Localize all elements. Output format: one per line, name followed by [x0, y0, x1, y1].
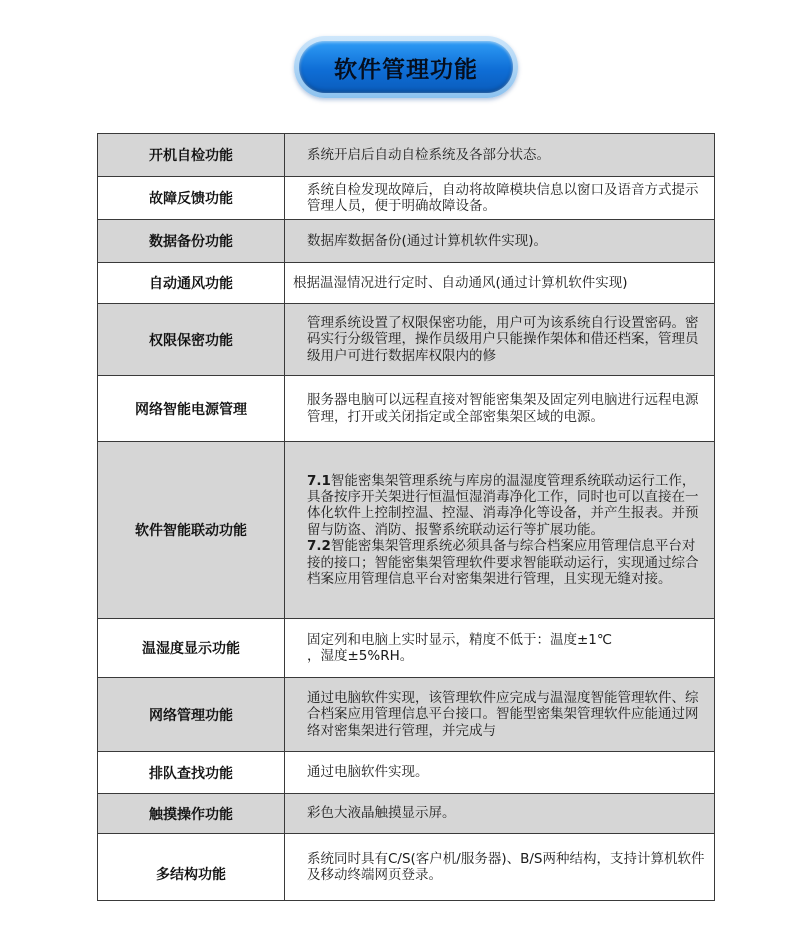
feature-name: 网络管理功能: [98, 678, 285, 752]
table-row: [98, 678, 715, 752]
feature-desc-cell: [285, 304, 715, 376]
feature-desc-cell: [285, 678, 715, 752]
feature-desc: 彩色大液晶触摸显示屏。: [285, 794, 715, 834]
feature-name: 网络智能电源管理: [98, 376, 285, 442]
feature-name: 故障反馈功能: [98, 177, 285, 220]
table-row: [98, 304, 715, 376]
feature-desc: 系统自检发现故障后，自动将故障模块信息以窗口及语音方式提示管理人员，便于明确故障设备。: [285, 177, 715, 220]
feature-name: 权限保密功能: [98, 304, 285, 376]
feature-name: 开机自检功能: [98, 134, 285, 177]
feature-name: 多结构功能: [98, 834, 285, 901]
clause-number: 7.1: [307, 472, 331, 489]
feature-desc: 服务器电脑可以远程直接对智能密集架及固定列电脑进行远程电源管理，打开或关闭指定或全部密集架区域的电源。: [285, 376, 715, 442]
feature-desc-line: 固定列和电脑上实时显示，精度不低于：温度±1℃: [307, 631, 613, 648]
table-row: [98, 794, 715, 834]
paragraph-7-2: [307, 538, 706, 587]
table-row: [98, 752, 715, 794]
clause-number: 7.2: [307, 538, 331, 555]
title-pill: [299, 41, 513, 93]
feature-desc: 通过电脑软件实现。: [285, 752, 715, 794]
feature-name: 自动通风功能: [98, 263, 285, 304]
feature-desc: 系统开启后自动自检系统及各部分状态。: [285, 134, 715, 177]
table-row: [98, 376, 715, 442]
feature-desc-line: ，湿度±5%RH。: [307, 648, 414, 664]
feature-name: 排队查找功能: [98, 752, 285, 794]
feature-desc: 系统同时具有C/S(客户机/服务器)、B/S两种结构，支持计算机软件及移动终端网页登录。: [285, 834, 715, 901]
table-row: [98, 442, 715, 619]
feature-name: 软件智能联动功能: [98, 442, 285, 619]
table-row: [98, 177, 715, 220]
feature-desc-cell: [285, 619, 715, 678]
feature-name: 数据备份功能: [98, 220, 285, 263]
feature-table: [97, 133, 715, 901]
table-row: [98, 263, 715, 304]
paragraph-7-1: [307, 473, 706, 539]
feature-desc-cell: [285, 442, 715, 619]
table-row: [98, 834, 715, 901]
clause-text: 智能密集架管理系统与库房的温湿度管理系统联动运行工作，具备按序开关架进行恒温恒湿消毒净化工作，同时也可以直接在一体化软件上控制控温、控湿、消毒净化等设备，并产生报表。并预留与防盗、消防、报警系统联动运行等扩展功能。: [307, 472, 699, 538]
feature-desc: 管理系统设置了权限保密功能，用户可为该系统自行设置密码。密码实行分级管理，操作员级用户只能操作架体和借还档案，管理员级用户可进行数据库权限内的修: [307, 315, 699, 364]
title-banner: [294, 36, 518, 98]
feature-name: 温湿度显示功能: [98, 619, 285, 678]
feature-desc: 通过电脑软件实现，该管理软件应完成与温湿度智能管理软件、综合档案应用管理信息平台接口。智能型密集架管理软件应能通过网络对密集架进行管理，并完成与: [307, 690, 699, 739]
page-title: 软件管理功能: [334, 56, 478, 83]
clause-text: 智能密集架管理系统必须具备与综合档案应用管理信息平台对接的接口；智能密集架管理软件要求智能联动运行，实现通过综合档案应用管理信息平台对密集架进行管理，且实现无缝对接。: [307, 538, 699, 588]
table-row: [98, 619, 715, 678]
feature-name: 触摸操作功能: [98, 794, 285, 834]
table-row: [98, 220, 715, 263]
feature-desc: 根据温湿情况进行定时、自动通风(通过计算机软件实现): [285, 263, 715, 304]
feature-desc: 数据库数据备份(通过计算机软件实现)。: [285, 220, 715, 263]
table-row: [98, 134, 715, 177]
